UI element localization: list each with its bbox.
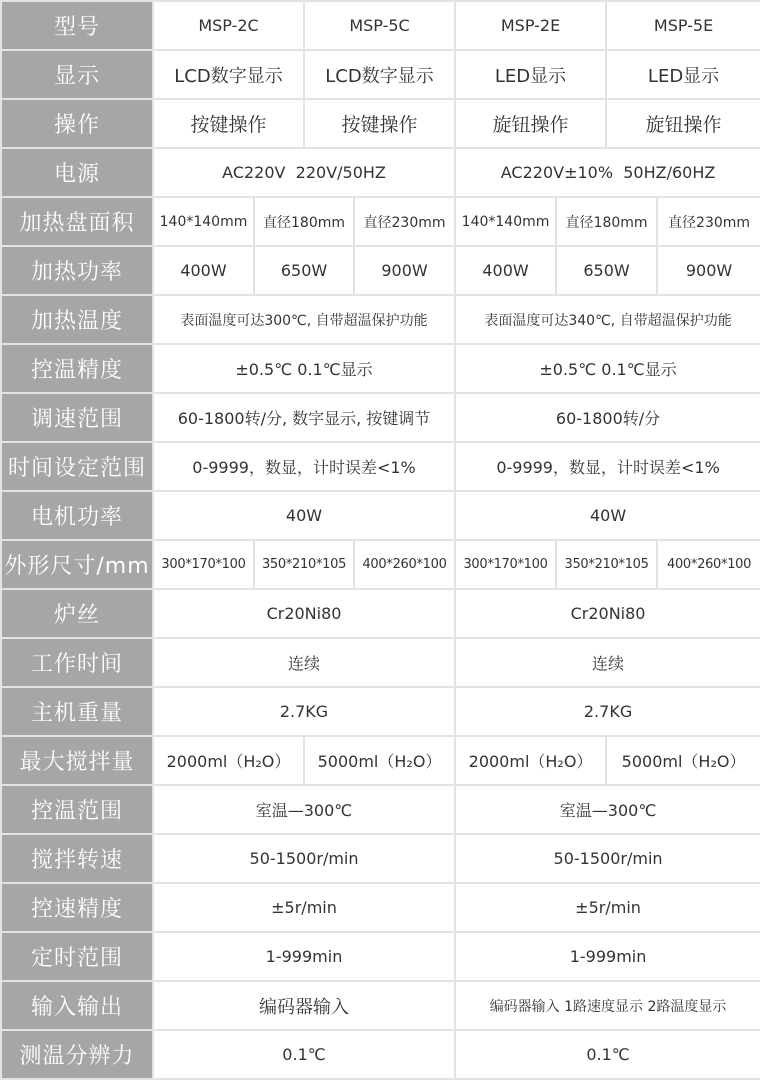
label-timer-range: 时间设定范围 xyxy=(1,442,153,491)
row-weight xyxy=(1,687,760,736)
temp-resolution-e: 0.1℃ xyxy=(455,1030,760,1079)
stir-speed-e: 50-1500r/min xyxy=(455,834,760,883)
label-io: 输入输出 xyxy=(1,981,153,1030)
max-stir-c4: 5000ml（H₂O） xyxy=(606,736,760,785)
dimensions-e3: 400*260*100 xyxy=(657,540,760,589)
timing-c: 1-999min xyxy=(153,932,455,981)
row-model xyxy=(1,1,760,50)
row-timing xyxy=(1,932,760,981)
display-2e: LED显示 xyxy=(455,50,606,99)
label-temp-range: 控温范围 xyxy=(1,785,153,834)
label-plate-area: 加热盘面积 xyxy=(1,197,153,246)
dimensions-e1: 300*170*100 xyxy=(455,540,556,589)
row-operation xyxy=(1,99,760,148)
work-time-e: 连续 xyxy=(455,638,760,687)
row-temp-resolution xyxy=(1,1030,760,1079)
label-heat-temp: 加热温度 xyxy=(1,295,153,344)
row-speed-range xyxy=(1,393,760,442)
plate-area-e2: 直径180mm xyxy=(556,197,657,246)
timer-range-c: 0-9999，数显，计时误差<1% xyxy=(153,442,455,491)
row-speed-precision xyxy=(1,883,760,932)
plate-area-e3: 直径230mm xyxy=(657,197,760,246)
label-dimensions: 外形尺寸/mm xyxy=(1,540,153,589)
work-time-c: 连续 xyxy=(153,638,455,687)
row-power xyxy=(1,148,760,197)
wire-c: Cr20Ni80 xyxy=(153,589,455,638)
row-max-stir xyxy=(1,736,760,785)
dimensions-c1: 300*170*100 xyxy=(153,540,254,589)
plate-area-c1: 140*140mm xyxy=(153,197,254,246)
row-motor-power xyxy=(1,491,760,540)
power-c: AC220V 220V/50HZ xyxy=(153,148,455,197)
label-heat-power: 加热功率 xyxy=(1,246,153,295)
speed-precision-c: ±5r/min xyxy=(153,883,455,932)
operation-2e: 旋钮操作 xyxy=(455,99,606,148)
temp-resolution-c: 0.1℃ xyxy=(153,1030,455,1079)
label-wire: 炉丝 xyxy=(1,589,153,638)
label-model: 型号 xyxy=(1,1,153,50)
row-heat-temp xyxy=(1,295,760,344)
heat-power-e2: 650W xyxy=(556,246,657,295)
timing-e: 1-999min xyxy=(455,932,760,981)
label-speed-precision: 控速精度 xyxy=(1,883,153,932)
display-5c: LCD数字显示 xyxy=(304,50,455,99)
row-work-time xyxy=(1,638,760,687)
speed-range-c: 60-1800转/分, 数字显示, 按键调节 xyxy=(153,393,455,442)
dimensions-e2: 350*210*105 xyxy=(556,540,657,589)
temp-range-e: 室温—300℃ xyxy=(455,785,760,834)
label-speed-range: 调速范围 xyxy=(1,393,153,442)
row-io xyxy=(1,981,760,1030)
speed-range-e: 60-1800转/分 xyxy=(455,393,760,442)
label-operation: 操作 xyxy=(1,99,153,148)
label-display: 显示 xyxy=(1,50,153,99)
wire-e: Cr20Ni80 xyxy=(455,589,760,638)
power-e: AC220V±10% 50HZ/60HZ xyxy=(455,148,760,197)
heat-power-c1: 400W xyxy=(153,246,254,295)
dimensions-c2: 350*210*105 xyxy=(254,540,354,589)
label-temp-resolution: 测温分辨力 xyxy=(1,1030,153,1079)
timer-range-e: 0-9999，数显，计时误差<1% xyxy=(455,442,760,491)
label-weight: 主机重量 xyxy=(1,687,153,736)
plate-area-e1: 140*140mm xyxy=(455,197,556,246)
stir-speed-c: 50-1500r/min xyxy=(153,834,455,883)
label-max-stir: 最大搅拌量 xyxy=(1,736,153,785)
heat-temp-e: 表面温度可达340℃, 自带超温保护功能 xyxy=(455,295,760,344)
motor-power-c: 40W xyxy=(153,491,455,540)
model-msp-2c: MSP-2C xyxy=(153,1,304,50)
model-msp-5c: MSP-5C xyxy=(304,1,455,50)
plate-area-c2: 直径180mm xyxy=(254,197,354,246)
display-5e: LED显示 xyxy=(606,50,760,99)
model-msp-5e: MSP-5E xyxy=(606,1,760,50)
operation-2c: 按键操作 xyxy=(153,99,304,148)
heat-power-e1: 400W xyxy=(455,246,556,295)
io-c: 编码器输入 xyxy=(153,981,455,1030)
row-heat-power xyxy=(1,246,760,295)
operation-5c: 按键操作 xyxy=(304,99,455,148)
weight-c: 2.7KG xyxy=(153,687,455,736)
label-motor-power: 电机功率 xyxy=(1,491,153,540)
row-timer-range xyxy=(1,442,760,491)
label-power: 电源 xyxy=(1,148,153,197)
max-stir-c3: 2000ml（H₂O） xyxy=(455,736,606,785)
row-dimensions xyxy=(1,540,760,589)
heat-power-c3: 900W xyxy=(354,246,455,295)
model-msp-2e: MSP-2E xyxy=(455,1,606,50)
weight-e: 2.7KG xyxy=(455,687,760,736)
io-e: 编码器输入 1路速度显示 2路温度显示 xyxy=(455,981,760,1030)
label-stir-speed: 搅拌转速 xyxy=(1,834,153,883)
heat-power-c2: 650W xyxy=(254,246,354,295)
label-work-time: 工作时间 xyxy=(1,638,153,687)
motor-power-e: 40W xyxy=(455,491,760,540)
row-temp-range xyxy=(1,785,760,834)
temp-precision-e: ±0.5℃ 0.1℃显示 xyxy=(455,344,760,393)
plate-area-c3: 直径230mm xyxy=(354,197,455,246)
max-stir-c2: 5000ml（H₂O） xyxy=(304,736,455,785)
row-display xyxy=(1,50,760,99)
label-temp-precision: 控温精度 xyxy=(1,344,153,393)
row-temp-precision xyxy=(1,344,760,393)
row-wire xyxy=(1,589,760,638)
label-timing: 定时范围 xyxy=(1,932,153,981)
display-2c: LCD数字显示 xyxy=(153,50,304,99)
max-stir-c1: 2000ml（H₂O） xyxy=(153,736,304,785)
heat-temp-c: 表面温度可达300℃, 自带超温保护功能 xyxy=(153,295,455,344)
temp-range-c: 室温—300℃ xyxy=(153,785,455,834)
dimensions-c3: 400*260*100 xyxy=(354,540,455,589)
row-plate-area xyxy=(1,197,760,246)
speed-precision-e: ±5r/min xyxy=(455,883,760,932)
row-stir-speed xyxy=(1,834,760,883)
heat-power-e3: 900W xyxy=(657,246,760,295)
operation-5e: 旋钮操作 xyxy=(606,99,760,148)
temp-precision-c: ±0.5℃ 0.1℃显示 xyxy=(153,344,455,393)
